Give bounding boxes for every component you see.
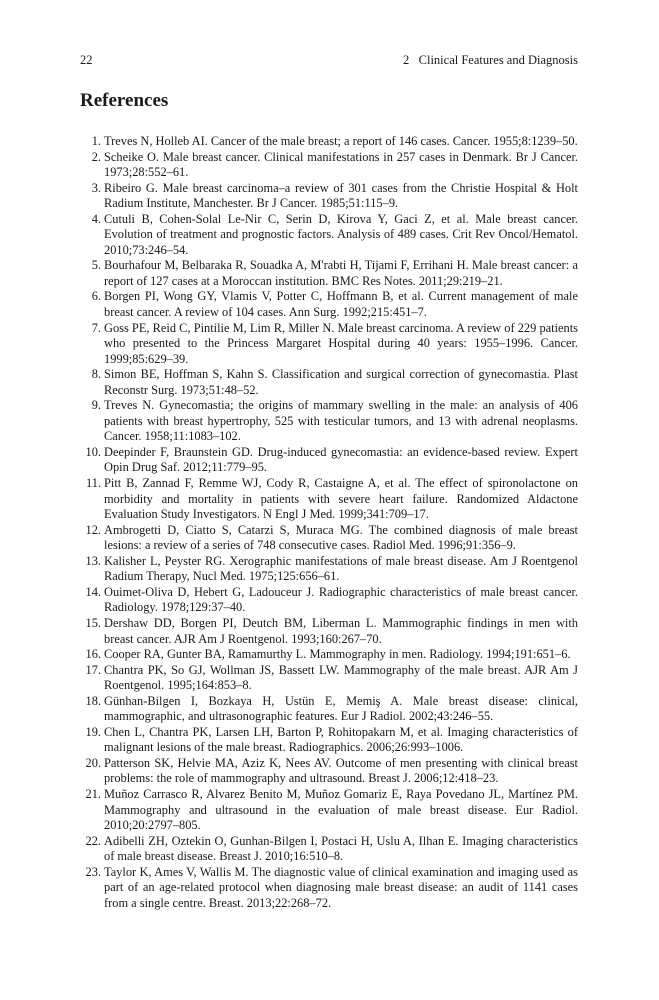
reference-item bbox=[80, 181, 578, 212]
reference-number: 11. bbox=[85, 476, 101, 491]
reference-item bbox=[80, 150, 578, 181]
reference-item bbox=[80, 476, 578, 523]
reference-item bbox=[80, 554, 578, 585]
reference-number: 19. bbox=[85, 724, 101, 739]
reference-number: 18. bbox=[85, 693, 101, 708]
reference-text: Chantra PK, So GJ, Wollman JS, Bassett LW. Mammography of the male breast. AJR Am J Roentgenol. 1995;164:853–8. bbox=[104, 662, 578, 693]
reference-text: Kalisher L, Peyster RG. Xerographic manifestations of male breast disease. Am J Roentgenol Radium Therapy, Nucl Med. 1975;125:656–61. bbox=[104, 553, 578, 584]
reference-number: 4. bbox=[91, 211, 101, 226]
reference-item bbox=[80, 445, 578, 476]
chapter-title: 2 Clinical Features and Diagnosis bbox=[403, 53, 578, 67]
reference-number: 21. bbox=[85, 786, 101, 801]
reference-text: Ambrogetti D, Ciatto S, Catarzi S, Muraca MG. The combined diagnosis of male breast lesions: a review of a series of 748 consecutive cases. Radiol Med. 1996;91:356–9. bbox=[104, 522, 578, 553]
reference-item bbox=[80, 398, 578, 445]
reference-text: Taylor K, Ames V, Wallis M. The diagnostic value of clinical examination and imaging used as part of an age-related protocol when diagnosing male breast disease: an audit of 1141 cases from a single centre. Breast. 2013;22:268–72. bbox=[104, 864, 578, 910]
reference-number: 9. bbox=[91, 398, 101, 413]
reference-item bbox=[80, 367, 578, 398]
reference-text: Goss PE, Reid C, Pintilie M, Lim R, Miller N. Male breast carcinoma. A review of 229 patients who presented to the Princess Margaret Hospital during 40 years: 1955–1996. Cancer. 1999;85:629–39. bbox=[104, 320, 578, 366]
reference-item bbox=[80, 663, 578, 694]
reference-item bbox=[80, 756, 578, 787]
page-number: 22 bbox=[80, 53, 93, 67]
reference-text: Pitt B, Zannad F, Remme WJ, Cody R, Castaigne A, et al. The effect of spironolactone on morbidity and mortality in patients with severe heart failure. Randomized Aldactone Evaluation Study Investigators. N Engl J Med. 1999;341:709–17. bbox=[104, 476, 578, 522]
reference-number: 22. bbox=[85, 833, 101, 848]
reference-text: Dershaw DD, Borgen PI, Deutch BM, Liberman L. Mammographic findings in men with breast cancer. AJR Am J Roentgenol. 1993;160:267–70. bbox=[104, 615, 578, 646]
reference-item bbox=[80, 787, 578, 834]
reference-text: Adibelli ZH, Oztekin O, Gunhan-Bilgen I, Postaci H, Uslu A, Ilhan E. Imaging characteristics of male breast disease. Breast J. 2010;16:510–8. bbox=[104, 833, 578, 864]
reference-text: Borgen PI, Wong GY, Vlamis V, Potter C, Hoffmann B, et al. Current management of male breast cancer. A review of 104 cases. Ann Surg. 1992;215:451–7. bbox=[104, 289, 578, 320]
reference-item bbox=[80, 694, 578, 725]
reference-number: 20. bbox=[85, 755, 101, 770]
reference-item bbox=[80, 725, 578, 756]
reference-item bbox=[80, 585, 578, 616]
reference-text: Simon BE, Hoffman S, Kahn S. Classification and surgical correction of gynecomastia. Plast Reconstr Surg. 1973;51:48–52. bbox=[104, 367, 578, 397]
reference-number: 12. bbox=[85, 522, 101, 537]
reference-item bbox=[80, 289, 578, 320]
reference-number: 7. bbox=[91, 320, 101, 335]
reference-item bbox=[80, 134, 578, 150]
reference-text: Muñoz Carrasco R, Alvarez Benito M, Muñoz Gomariz E, Raya Povedano JL, Martínez PM. Mammography and ultrasound in the evaluation of male breast disease. Eur Radiol. 2010;20:2797–805. bbox=[104, 786, 578, 833]
reference-item bbox=[80, 258, 578, 289]
reference-text: Treves N. Gynecomastia; the origins of mammary swelling in the male: an analysis of 406 patients with breast hypertrophy, 525 with testicular tumors, and 13 with adrenal neoplasms. Cancer. 1958;11:1083–102. bbox=[104, 398, 578, 444]
reference-item bbox=[80, 321, 578, 368]
reference-number: 8. bbox=[91, 367, 101, 382]
reference-text: Ribeiro G. Male breast carcinoma–a review of 301 cases from the Christie Hospital & Holt Radium Institute, Manchester. Br J Cancer. 1985;51:115–9. bbox=[104, 180, 578, 211]
reference-number: 10. bbox=[85, 444, 101, 459]
reference-number: 14. bbox=[85, 584, 101, 599]
reference-number: 15. bbox=[85, 615, 101, 630]
reference-text: Patterson SK, Helvie MA, Aziz K, Nees AV. Outcome of men presenting with clinical breast problems: the role of mammography and ultrasound. Breast J. 2006;12:418–23. bbox=[104, 755, 578, 786]
reference-text: Deepinder F, Braunstein GD. Drug-induced gynecomastia: an evidence-based review. Expert Opin Drug Saf. 2012;11:779–95. bbox=[104, 444, 578, 475]
reference-number: 5. bbox=[91, 258, 101, 273]
reference-number: 16. bbox=[85, 647, 101, 662]
reference-number: 23. bbox=[85, 864, 101, 879]
reference-text: Cooper RA, Gunter BA, Ramamurthy L. Mammography in men. Radiology. 1994;191:651–6. bbox=[104, 647, 571, 662]
reference-item bbox=[80, 865, 578, 912]
reference-item bbox=[80, 616, 578, 647]
reference-text: Günhan-Bilgen I, Bozkaya H, Ustün E, Memiş A. Male breast disease: clinical, mammographic, and ultrasonographic features. Eur J Radiol. 2002;43:246–55. bbox=[104, 693, 578, 724]
reference-item bbox=[80, 523, 578, 554]
reference-list bbox=[80, 134, 578, 911]
reference-item bbox=[80, 212, 578, 259]
reference-number: 3. bbox=[91, 180, 101, 195]
reference-number: 1. bbox=[91, 134, 101, 148]
section-heading: References bbox=[80, 90, 169, 111]
reference-number: 6. bbox=[91, 289, 101, 304]
reference-text: Cutuli B, Cohen-Solal Le-Nir C, Serin D, Kirova Y, Gaci Z, et al. Male breast cancer. Evolution of treatment and prognostic factors. Analysis of 489 cases. Crit Rev Oncol/Hematol. 2010;73:246–54. bbox=[104, 211, 578, 257]
reference-text: Chen L, Chantra PK, Larsen LH, Barton P, Rohitopakarn M, et al. Imaging characteristics of malignant lesions of the male breast. Radiographics. 2006;26:993–1006. bbox=[104, 724, 578, 755]
reference-text: Bourhafour M, Belbaraka R, Souadka A, M'rabti H, Tijami F, Errihani H. Male breast cancer: a report of 127 cases at a Moroccan institution. BMC Res Notes. 2011;29:219–21. bbox=[104, 258, 578, 288]
reference-text: Ouimet-Oliva D, Hebert G, Ladouceur J. Radiographic characteristics of male breast cancer. Radiology. 1978;129:37–40. bbox=[104, 584, 578, 615]
reference-number: 13. bbox=[85, 553, 101, 568]
reference-text: Treves N, Holleb AI. Cancer of the male breast; a report of 146 cases. Cancer. 1955;8:1239–50. bbox=[104, 134, 578, 148]
reference-number: 2. bbox=[91, 149, 101, 164]
reference-number: 17. bbox=[85, 662, 101, 677]
reference-item bbox=[80, 834, 578, 865]
reference-text: Scheike O. Male breast cancer. Clinical manifestations in 257 cases in Denmark. Br J Cancer. 1973;28:552–61. bbox=[104, 149, 578, 180]
reference-item bbox=[80, 647, 578, 663]
